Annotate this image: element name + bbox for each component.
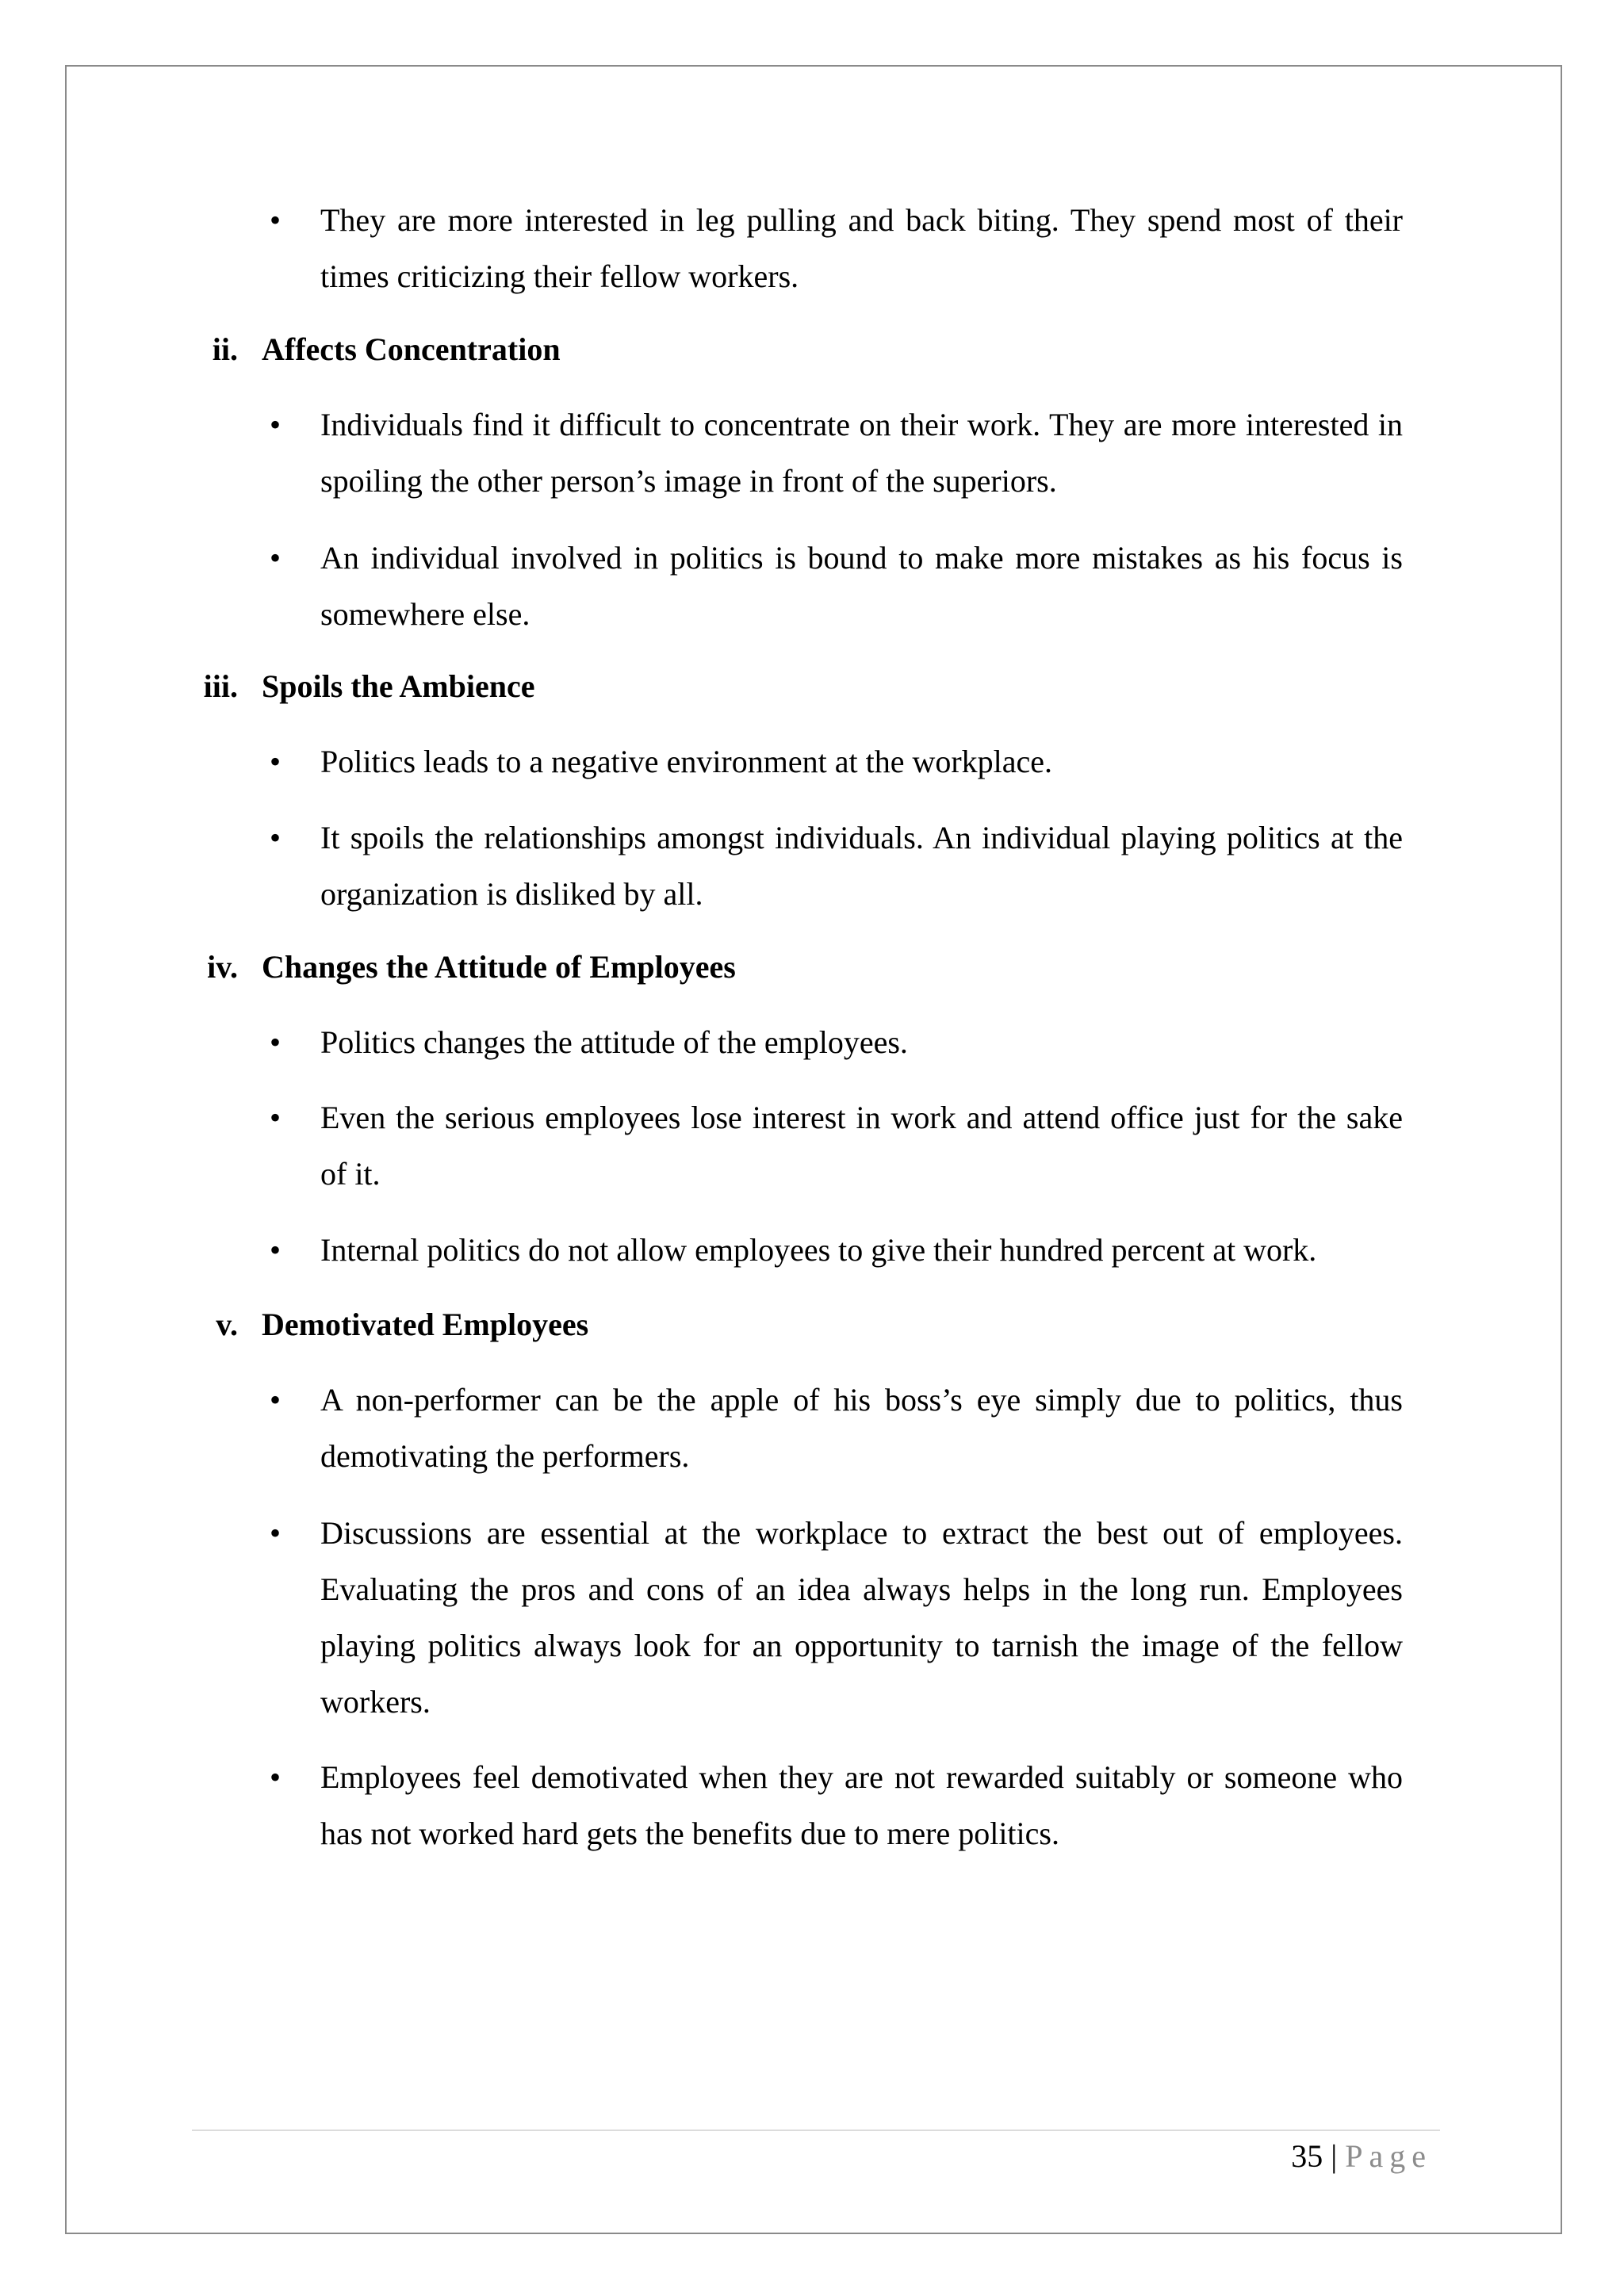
section-number: v. — [216, 1307, 238, 1342]
bullet-marker: • — [270, 744, 282, 779]
section-number: iv. — [207, 949, 238, 985]
footer-separator: | — [1331, 2138, 1338, 2174]
bullet-marker: • — [270, 820, 282, 855]
bullet-marker: • — [270, 1515, 282, 1551]
section-title: Changes the Attitude of Employees — [262, 949, 736, 985]
bullet-marker: • — [270, 407, 282, 442]
bullet-marker: • — [270, 1232, 282, 1268]
section-title: Affects Concentration — [262, 331, 561, 367]
bullet-item: Politics changes the attitude of the employees. — [320, 1024, 908, 1060]
bullet-marker: • — [270, 1382, 282, 1418]
footer-divider — [192, 2130, 1440, 2131]
section-title: Demotivated Employees — [262, 1307, 589, 1342]
bullet-item: Even the serious employees lose interest in work and attend office just for the sake of it. — [320, 1100, 1403, 1192]
section-number: ii. — [212, 331, 238, 367]
bullet-item: It spoils the relationships amongst individuals. An individual playing politics at the organization is disliked by all. — [320, 820, 1403, 912]
bullet-item: An individual involved in politics is bound to make more mistakes as his focus is somewhere else. — [320, 540, 1403, 632]
page-footer — [1291, 2134, 1432, 2179]
bullet-marker: • — [270, 1024, 282, 1060]
section-title: Spoils the Ambience — [262, 668, 535, 704]
bullet-marker: • — [270, 1100, 282, 1135]
bullet-item: They are more interested in leg pulling and back biting. They spend most of their times criticizing their fellow workers. — [320, 202, 1403, 294]
bullet-marker: • — [270, 540, 282, 576]
bullet-item: Employees feel demotivated when they are not rewarded suitably or someone who has not worked hard gets the benefits due to mere politics. — [320, 1759, 1403, 1851]
bullet-item: Discussions are essential at the workplace to extract the best out of employees. Evaluating the pros and cons of an idea always helps in the long run. Employees playing politics always look for an opportunity to tarnish the image of the fellow workers. — [320, 1515, 1403, 1720]
section-number: iii. — [203, 668, 238, 704]
bullet-item: A non-performer can be the apple of his boss’s eye simply due to politics, thus demotivating the performers. — [320, 1382, 1403, 1474]
bullet-item: Individuals find it difficult to concentrate on their work. They are more interested in spoiling the other person’s image in front of the superiors. — [320, 407, 1403, 499]
bullet-marker: • — [270, 202, 282, 238]
page-number: 35 — [1291, 2138, 1323, 2174]
bullet-item: Politics leads to a negative environment at the workplace. — [320, 744, 1053, 779]
bullet-marker: • — [270, 1759, 282, 1795]
page-label: Page — [1345, 2138, 1432, 2174]
bullet-item: Internal politics do not allow employees to give their hundred percent at work. — [320, 1232, 1317, 1268]
